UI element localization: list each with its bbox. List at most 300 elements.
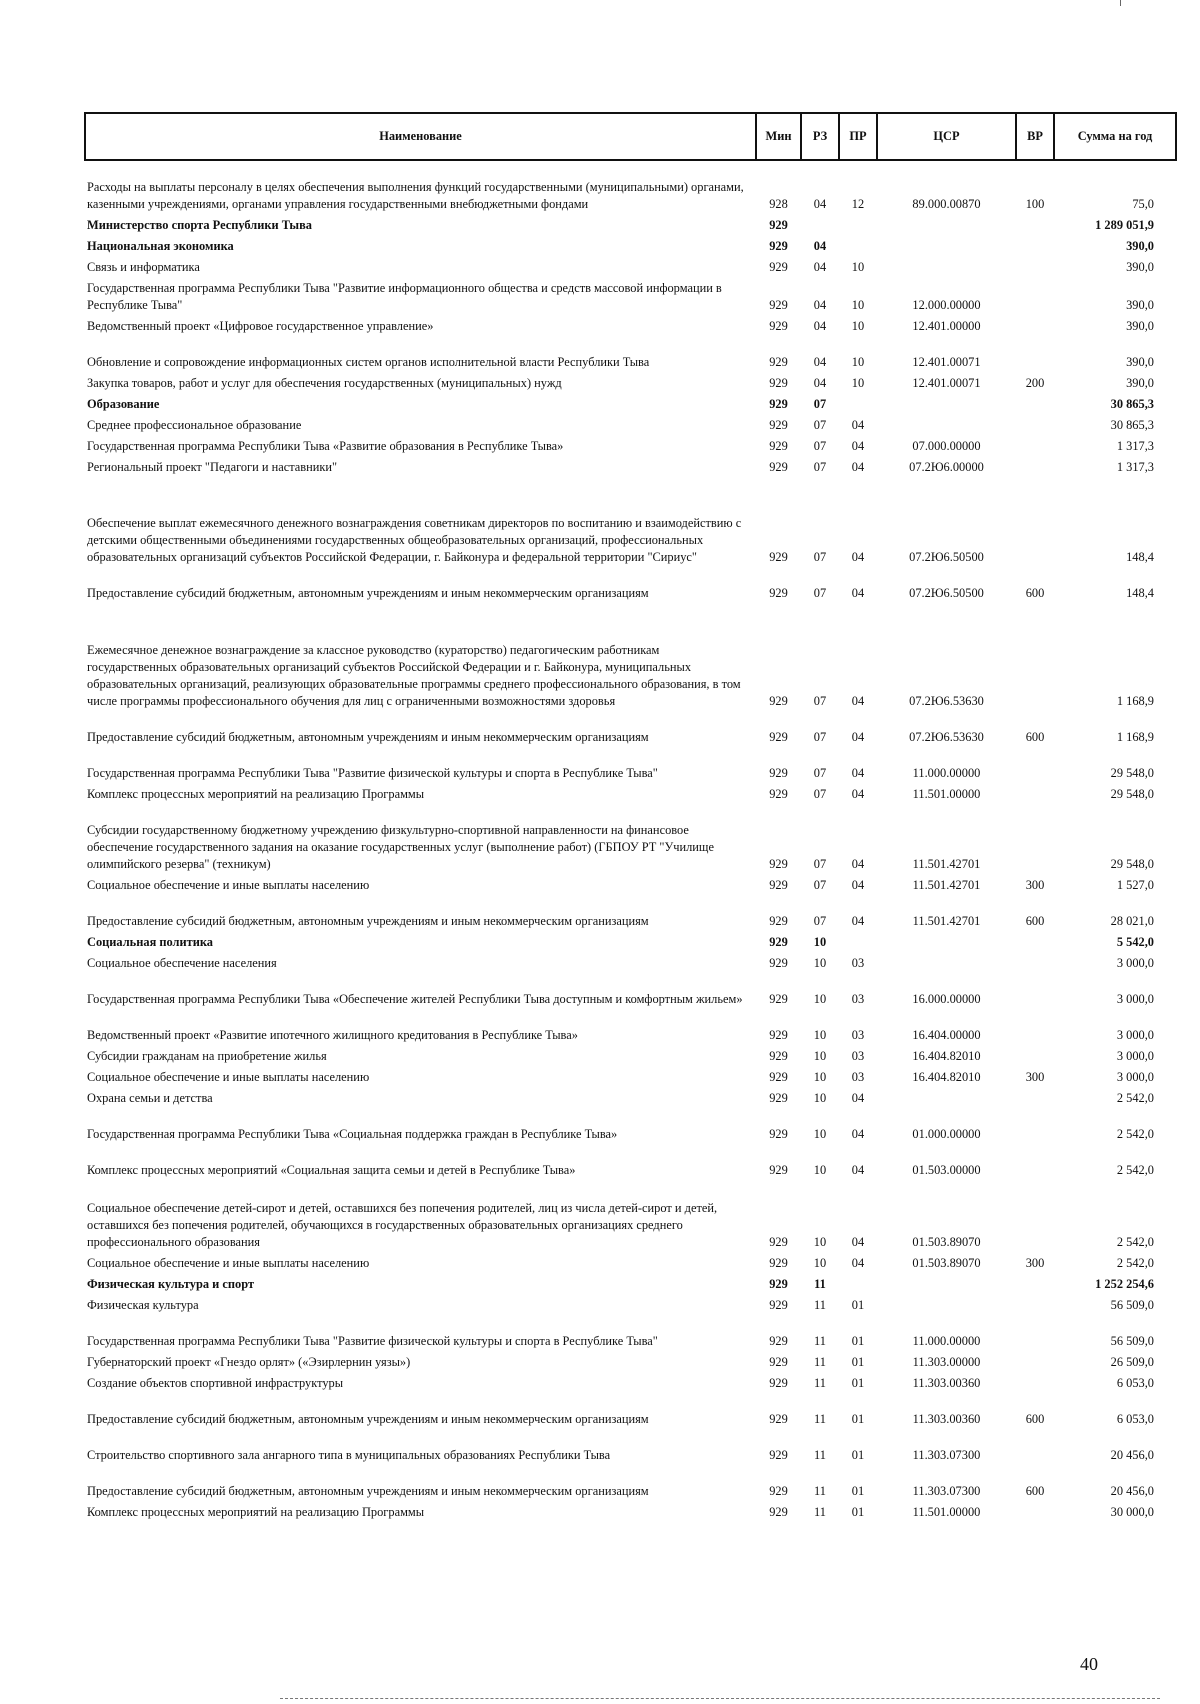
cell-sum: 28 021,0 [1110, 914, 1154, 928]
cell-vr [1016, 278, 1054, 316]
footer-divider [280, 1698, 1160, 1699]
cell-min: 929 [769, 787, 788, 801]
cell-min: 929 [769, 1070, 788, 1084]
cell-name: Ежемесячное денежное вознаграждение за классное руководство (кураторство) педагогическим работникам государственных образовательных организаций субъектов Российской Федерации и г. Байконура, муниципальных образовательных организаций, реализующих образовательные программы среднего профессионального образования, в том числе программы профессионального обучения для лиц с ограниченными возможностями здоровья [87, 643, 741, 708]
cell-name: Обновление и сопровождение информационных систем органов исполнительной власти Республики Тыва [87, 355, 650, 369]
cell-min: 929 [769, 956, 788, 970]
cell-vr [1016, 394, 1054, 415]
cell-name: Среднее профессиональное образование [87, 418, 302, 432]
cell-rz: 07 [813, 730, 827, 744]
cell-rz: 07 [813, 787, 827, 801]
table-row [85, 478, 1176, 568]
cell-pr: 01 [851, 1355, 865, 1369]
table-row [85, 568, 1176, 604]
table-row [85, 373, 1176, 394]
table-row [85, 278, 1176, 316]
cell-rz: 07 [813, 878, 827, 892]
table-row [85, 1109, 1176, 1145]
cell-vr [1016, 215, 1054, 236]
cell-csr: 16.404.82010 [912, 1070, 981, 1084]
cell-pr: 03 [851, 992, 865, 1006]
header-min: Мин [756, 113, 801, 160]
cell-vr [1016, 1010, 1054, 1046]
cell-vr [1016, 953, 1054, 974]
cell-min: 929 [769, 397, 788, 411]
cell-sum: 148,4 [1126, 586, 1154, 600]
cell-vr: 600 [1025, 1412, 1045, 1426]
cell-min: 929 [769, 355, 788, 369]
cell-vr [1016, 1316, 1054, 1352]
cell-sum: 30 865,3 [1110, 418, 1154, 432]
header-pr: ПР [839, 113, 877, 160]
table-body [85, 160, 1176, 1523]
cell-vr [1016, 236, 1054, 257]
cell-rz: 10 [813, 956, 827, 970]
cell-pr: 10 [851, 376, 865, 390]
table-row [85, 1373, 1176, 1394]
cell-csr: 11.501.00000 [912, 787, 981, 801]
cell-pr: 04 [851, 914, 865, 928]
table-row [85, 974, 1176, 1010]
cell-name: Ведомственный проект «Цифровое государственное управление» [87, 319, 434, 333]
table-row [85, 875, 1176, 896]
cell-vr [1016, 1109, 1054, 1145]
cell-rz: 10 [813, 1127, 827, 1141]
cell-pr: 04 [851, 766, 865, 780]
cell-pr: 04 [851, 439, 865, 453]
cell-pr: 04 [851, 1127, 865, 1141]
table-header [85, 113, 1176, 160]
cell-rz: 04 [813, 239, 827, 253]
cell-pr: 04 [851, 694, 865, 708]
cell-pr: 04 [851, 1163, 865, 1177]
cell-sum: 3 000,0 [1116, 1028, 1154, 1042]
cell-vr [1016, 604, 1054, 712]
cell-min: 929 [769, 1277, 788, 1291]
table-row [85, 160, 1176, 215]
cell-csr: 16.404.82010 [912, 1049, 981, 1063]
table-row [85, 394, 1176, 415]
cell-min: 929 [769, 1256, 788, 1270]
cell-sum: 390,0 [1126, 355, 1154, 369]
cell-csr: 16.000.00000 [912, 992, 981, 1006]
cell-csr: 89.000.00870 [912, 197, 981, 211]
cell-csr: 07.2Ю6.53630 [909, 730, 984, 744]
header-csr: ЦСР [877, 113, 1016, 160]
cell-vr: 300 [1025, 1256, 1045, 1270]
cell-rz: 11 [814, 1298, 826, 1312]
table-row [85, 1067, 1176, 1088]
cell-sum: 56 509,0 [1110, 1298, 1154, 1312]
cell-csr: 12.401.00071 [912, 376, 981, 390]
cell-csr: 12.401.00000 [912, 319, 981, 333]
cell-sum: 3 000,0 [1116, 992, 1154, 1006]
cell-rz: 04 [813, 355, 827, 369]
cell-pr [839, 932, 877, 953]
cell-sum: 1 317,3 [1116, 460, 1154, 474]
cell-rz: 07 [813, 857, 827, 871]
cell-name: Создание объектов спортивной инфраструктуры [87, 1376, 344, 1390]
cell-rz: 11 [814, 1277, 826, 1291]
cell-min: 929 [769, 1412, 788, 1426]
cell-rz [801, 215, 839, 236]
cell-min: 929 [769, 1091, 788, 1105]
cell-vr [1016, 1502, 1054, 1523]
cell-name: Министерство спорта Республики Тыва [87, 218, 312, 232]
cell-name: Физическая культура [87, 1298, 199, 1312]
cell-sum: 6 053,0 [1116, 1376, 1154, 1390]
header-sum: Сумма на год [1054, 113, 1176, 160]
cell-csr: 11.501.00000 [912, 1505, 981, 1519]
cell-vr [1016, 1145, 1054, 1181]
cell-name: Предоставление субсидий бюджетным, автономным учреждениям и иным некоммерческим организациям [87, 1484, 649, 1498]
budget-table [84, 112, 1177, 1523]
table-row [85, 1316, 1176, 1352]
table-row [85, 457, 1176, 478]
cell-sum: 1 252 254,6 [1095, 1277, 1154, 1291]
cell-rz: 10 [813, 992, 827, 1006]
cell-name: Социальное обеспечение детей-сирот и детей, оставшихся без попечения родителей, лиц из числа детей-сирот и детей, оставшихся без попечения родителей, обучающихся в государственных образовательных организациях среднего профессионального образования [87, 1201, 718, 1249]
cell-pr: 01 [851, 1298, 865, 1312]
cell-sum: 1 317,3 [1116, 439, 1154, 453]
cell-name: Комплекс процессных мероприятий «Социальная защита семьи и детей в Республике Тыва» [87, 1163, 576, 1177]
cell-name: Национальная экономика [87, 239, 234, 253]
cell-rz: 10 [813, 1256, 827, 1270]
cell-sum: 30 000,0 [1110, 1505, 1154, 1519]
cell-min: 929 [769, 1505, 788, 1519]
cell-name: Комплекс процессных мероприятий на реализацию Программы [87, 1505, 425, 1519]
table-row [85, 1295, 1176, 1316]
cell-min: 929 [769, 878, 788, 892]
cell-csr: 01.503.89070 [912, 1256, 981, 1270]
table-row [85, 215, 1176, 236]
cell-pr: 01 [851, 1376, 865, 1390]
header-rz: РЗ [801, 113, 839, 160]
cell-pr: 04 [851, 787, 865, 801]
cell-sum: 75,0 [1132, 197, 1154, 211]
cell-sum: 1 289 051,9 [1095, 218, 1154, 232]
cell-rz: 07 [813, 439, 827, 453]
cell-csr [877, 236, 1016, 257]
cell-vr: 300 [1025, 878, 1045, 892]
cell-rz: 04 [813, 260, 827, 274]
scan-mark [1120, 0, 1121, 6]
cell-sum: 20 456,0 [1110, 1448, 1154, 1462]
table-row [85, 604, 1176, 712]
cell-rz: 07 [813, 586, 827, 600]
cell-vr [1016, 415, 1054, 436]
cell-csr: 07.2Ю6.50500 [909, 586, 984, 600]
cell-csr: 11.303.00360 [912, 1376, 981, 1390]
cell-csr: 11.303.07300 [912, 1484, 981, 1498]
table-row [85, 415, 1176, 436]
cell-rz: 11 [814, 1334, 826, 1348]
cell-pr: 03 [851, 1070, 865, 1084]
cell-rz: 04 [813, 197, 827, 211]
cell-name: Строительство спортивного зала ангарного типа в муниципальных образованиях Республики Тыва [87, 1448, 611, 1462]
table-row [85, 932, 1176, 953]
cell-csr: 12.000.00000 [912, 298, 981, 312]
cell-name: Предоставление субсидий бюджетным, автономным учреждениям и иным некоммерческим организациям [87, 730, 649, 744]
cell-pr: 04 [851, 878, 865, 892]
cell-vr: 600 [1025, 1484, 1045, 1498]
cell-pr: 10 [851, 260, 865, 274]
table-row [85, 257, 1176, 278]
cell-pr: 04 [851, 730, 865, 744]
cell-csr [877, 953, 1016, 974]
cell-min: 929 [769, 439, 788, 453]
cell-min: 929 [769, 992, 788, 1006]
cell-min: 929 [769, 1127, 788, 1141]
cell-pr: 04 [851, 1256, 865, 1270]
cell-sum: 5 542,0 [1116, 935, 1154, 949]
cell-sum: 1 168,9 [1116, 694, 1154, 708]
cell-rz: 07 [813, 550, 827, 564]
cell-sum: 2 542,0 [1116, 1127, 1154, 1141]
cell-csr: 11.501.42701 [912, 878, 981, 892]
cell-min: 929 [769, 319, 788, 333]
cell-csr [877, 257, 1016, 278]
cell-min: 928 [769, 197, 788, 211]
cell-sum: 390,0 [1126, 260, 1154, 274]
cell-name: Образование [87, 397, 160, 411]
cell-vr: 100 [1025, 197, 1045, 211]
table-row [85, 1145, 1176, 1181]
cell-name: Государственная программа Республики Тыва «Развитие образования в Республике Тыва» [87, 439, 564, 453]
cell-sum: 2 542,0 [1116, 1256, 1154, 1270]
cell-sum: 6 053,0 [1116, 1412, 1154, 1426]
cell-vr [1016, 1373, 1054, 1394]
cell-min: 929 [769, 550, 788, 564]
cell-name: Губернаторский проект «Гнездо орлят» («Эзирлернин уязы») [87, 1355, 411, 1369]
cell-csr: 11.303.00360 [912, 1412, 981, 1426]
cell-pr [839, 1274, 877, 1295]
table-row [85, 1352, 1176, 1373]
cell-vr [1016, 478, 1054, 568]
table-row [85, 1253, 1176, 1274]
cell-min: 929 [769, 914, 788, 928]
table-row [85, 1088, 1176, 1109]
cell-rz: 07 [813, 694, 827, 708]
cell-csr [877, 1295, 1016, 1316]
cell-rz: 07 [813, 397, 827, 411]
table-row [85, 1430, 1176, 1466]
cell-pr: 10 [851, 319, 865, 333]
cell-sum: 56 509,0 [1110, 1334, 1154, 1348]
table-row [85, 712, 1176, 748]
cell-csr: 11.000.00000 [912, 1334, 981, 1348]
header-name: Наименование [85, 113, 756, 160]
cell-vr [1016, 316, 1054, 337]
table-row [85, 1046, 1176, 1067]
cell-rz: 10 [813, 1091, 827, 1105]
cell-name: Социальное обеспечение и иные выплаты населению [87, 1070, 370, 1084]
cell-min: 929 [769, 418, 788, 432]
cell-min: 929 [769, 766, 788, 780]
cell-min: 929 [769, 857, 788, 871]
cell-rz: 10 [813, 1163, 827, 1177]
cell-csr: 11.303.00000 [912, 1355, 981, 1369]
cell-name: Ведомственный проект «Развитие ипотечного жилищного кредитования в Республике Тыва» [87, 1028, 578, 1042]
cell-sum: 26 509,0 [1110, 1355, 1154, 1369]
cell-name: Социальное обеспечение и иные выплаты населению [87, 878, 370, 892]
cell-rz: 10 [813, 1028, 827, 1042]
cell-name: Предоставление субсидий бюджетным, автономным учреждениям и иным некоммерческим организациям [87, 1412, 649, 1426]
cell-name: Комплекс процессных мероприятий на реализацию Программы [87, 787, 425, 801]
cell-pr: 03 [851, 1049, 865, 1063]
cell-pr: 10 [851, 355, 865, 369]
cell-rz: 04 [813, 376, 827, 390]
cell-sum: 1 527,0 [1116, 878, 1154, 892]
cell-name: Обеспечение выплат ежемесячного денежного вознаграждения советникам директоров по воспитанию и взаимодействию с детскими общественными объединениями государственных общеобразовательных организаций, профессиональных образовательных организаций субъектов Российской Федерации, г. Байконура и федеральной территории "Сириус" [87, 516, 742, 564]
table-row [85, 1010, 1176, 1046]
cell-csr: 01.503.00000 [912, 1163, 981, 1177]
cell-sum: 2 542,0 [1116, 1091, 1154, 1105]
cell-csr: 01.000.00000 [912, 1127, 981, 1141]
cell-pr: 04 [851, 857, 865, 871]
cell-min: 929 [769, 586, 788, 600]
cell-csr: 07.2Ю6.53630 [909, 694, 984, 708]
cell-csr: 12.401.00071 [912, 355, 981, 369]
cell-pr: 04 [851, 550, 865, 564]
cell-sum: 3 000,0 [1116, 1070, 1154, 1084]
cell-vr: 300 [1025, 1070, 1045, 1084]
cell-name: Социальная политика [87, 935, 213, 949]
cell-vr [1016, 1046, 1054, 1067]
cell-pr: 03 [851, 1028, 865, 1042]
cell-min: 929 [769, 239, 788, 253]
cell-pr: 04 [851, 586, 865, 600]
cell-vr [1016, 974, 1054, 1010]
cell-csr [877, 1274, 1016, 1295]
cell-pr: 01 [851, 1412, 865, 1426]
cell-pr: 04 [851, 460, 865, 474]
cell-name: Расходы на выплаты персоналу в целях обеспечения выполнения функций государственными (муниципальными) органами, казенными учреждениями, органами управления государственными внебюджетными фондами [87, 180, 744, 211]
cell-vr [1016, 932, 1054, 953]
cell-csr: 01.503.89070 [912, 1235, 981, 1249]
cell-vr: 200 [1025, 376, 1045, 390]
cell-name: Социальное обеспечение и иные выплаты населению [87, 1256, 370, 1270]
cell-min: 929 [769, 260, 788, 274]
cell-min: 929 [769, 1334, 788, 1348]
cell-rz: 07 [813, 460, 827, 474]
cell-csr: 16.404.00000 [912, 1028, 981, 1042]
cell-vr [1016, 1088, 1054, 1109]
cell-csr [877, 215, 1016, 236]
cell-rz: 11 [814, 1355, 826, 1369]
table-row [85, 1502, 1176, 1523]
cell-name: Субсидии гражданам на приобретение жилья [87, 1049, 327, 1063]
table-row [85, 748, 1176, 784]
cell-csr: 07.000.00000 [912, 439, 981, 453]
cell-csr: 11.000.00000 [912, 766, 981, 780]
cell-pr: 01 [851, 1505, 865, 1519]
table-row [85, 784, 1176, 805]
cell-sum: 390,0 [1126, 239, 1154, 253]
cell-csr: 11.501.42701 [912, 914, 981, 928]
cell-rz: 07 [813, 418, 827, 432]
cell-vr [1016, 436, 1054, 457]
cell-csr: 07.2Ю6.00000 [909, 460, 984, 474]
cell-pr: 01 [851, 1484, 865, 1498]
cell-name: Государственная программа Республики Тыва "Развитие информационного общества и средств массовой информации в Республике Тыва" [87, 281, 722, 312]
cell-pr: 04 [851, 1235, 865, 1249]
cell-min: 929 [769, 1484, 788, 1498]
cell-sum: 390,0 [1126, 376, 1154, 390]
cell-name: Социальное обеспечение населения [87, 956, 277, 970]
cell-sum: 3 000,0 [1116, 956, 1154, 970]
cell-min: 929 [769, 1028, 788, 1042]
cell-pr: 01 [851, 1448, 865, 1462]
cell-sum: 390,0 [1126, 319, 1154, 333]
cell-sum: 30 865,3 [1110, 397, 1154, 411]
cell-rz: 10 [813, 935, 827, 949]
cell-vr [1016, 1295, 1054, 1316]
cell-min: 929 [769, 376, 788, 390]
table-row [85, 337, 1176, 373]
table-row [85, 1274, 1176, 1295]
cell-sum: 2 542,0 [1116, 1235, 1154, 1249]
cell-vr: 600 [1025, 914, 1045, 928]
cell-vr [1016, 1352, 1054, 1373]
cell-vr [1016, 337, 1054, 373]
cell-vr [1016, 1430, 1054, 1466]
table-row [85, 805, 1176, 875]
cell-name: Государственная программа Республики Тыва «Обеспечение жителей Республики Тыва доступным и комфортным жильем» [87, 992, 743, 1006]
cell-min: 929 [769, 694, 788, 708]
table-row [85, 896, 1176, 932]
cell-rz: 07 [813, 914, 827, 928]
table-row [85, 316, 1176, 337]
cell-min: 929 [769, 1163, 788, 1177]
cell-min: 929 [769, 218, 788, 232]
cell-min: 929 [769, 1298, 788, 1312]
cell-pr: 04 [851, 1091, 865, 1105]
cell-min: 929 [769, 460, 788, 474]
table-row [85, 436, 1176, 457]
cell-sum: 148,4 [1126, 550, 1154, 564]
cell-name: Предоставление субсидий бюджетным, автономным учреждениям и иным некоммерческим организациям [87, 586, 649, 600]
cell-sum: 20 456,0 [1110, 1484, 1154, 1498]
cell-min: 929 [769, 1355, 788, 1369]
cell-rz: 10 [813, 1070, 827, 1084]
cell-name: Физическая культура и спорт [87, 1277, 255, 1291]
cell-rz: 11 [814, 1484, 826, 1498]
page-number: 40 [1080, 1654, 1098, 1674]
cell-csr: 11.303.07300 [912, 1448, 981, 1462]
cell-name: Государственная программа Республики Тыва "Развитие физической культуры и спорта в Республике Тыва" [87, 1334, 658, 1348]
cell-vr [1016, 805, 1054, 875]
cell-min: 929 [769, 1235, 788, 1249]
cell-rz: 11 [814, 1505, 826, 1519]
table-row [85, 1181, 1176, 1253]
cell-rz: 11 [814, 1376, 826, 1390]
cell-rz: 10 [813, 1235, 827, 1249]
cell-rz: 04 [813, 298, 827, 312]
cell-csr: 11.501.42701 [912, 857, 981, 871]
header-vr: ВР [1016, 113, 1054, 160]
cell-pr: 04 [851, 418, 865, 432]
cell-rz: 11 [814, 1412, 826, 1426]
cell-rz: 04 [813, 319, 827, 333]
cell-name: Закупка товаров, работ и услуг для обеспечения государственных (муниципальных) нужд [87, 376, 562, 390]
cell-name: Государственная программа Республики Тыва "Развитие физической культуры и спорта в Республике Тыва" [87, 766, 658, 780]
cell-vr: 600 [1025, 586, 1045, 600]
cell-rz: 11 [814, 1448, 826, 1462]
cell-pr: 01 [851, 1334, 865, 1348]
cell-name: Охрана семьи и детства [87, 1091, 213, 1105]
cell-sum: 29 548,0 [1110, 857, 1154, 871]
